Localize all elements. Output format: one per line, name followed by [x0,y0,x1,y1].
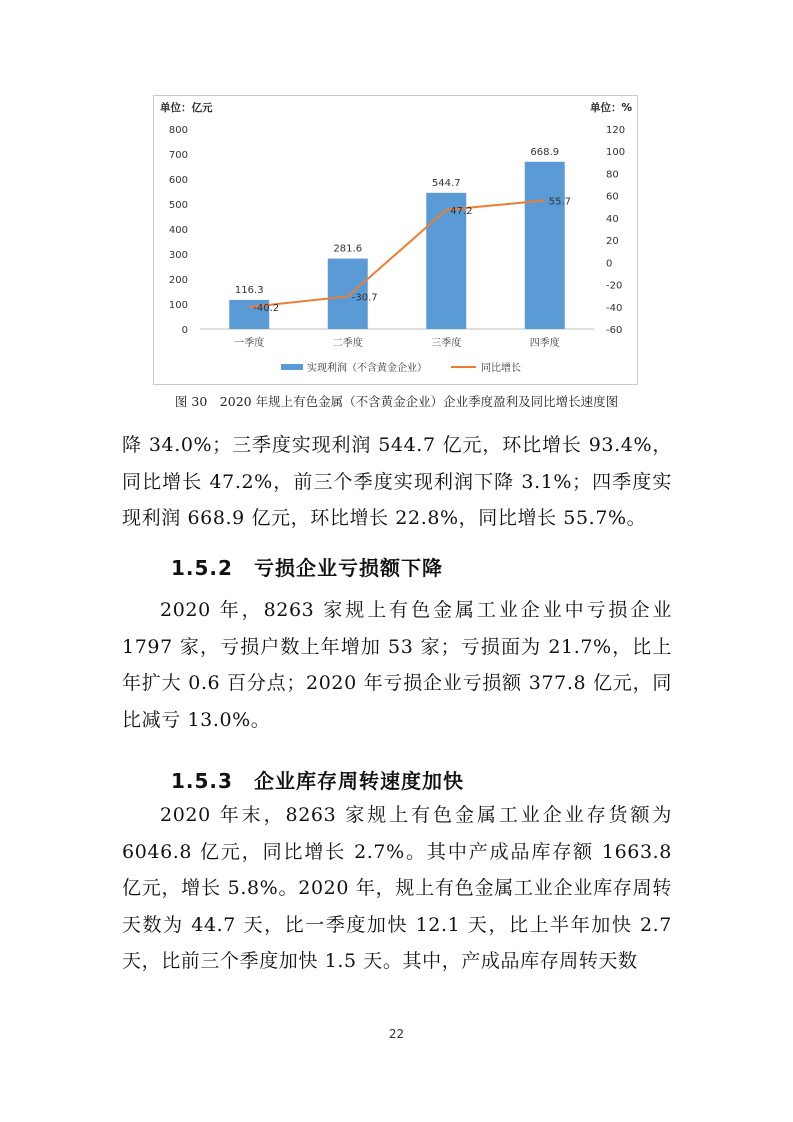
right-axis-tick-label: 20 [606,236,619,248]
left-axis-tick-label: 600 [168,175,188,186]
paragraph-text: 2020 年，8263 家规上有色金属工业企业中亏损企业1797 家，亏损户数上年增加 53 家；亏损面为 21.7%，比上年扩大 0.6 百分点；2020 年亏损企业亏损额 377.8 亿元，同比减亏 13.0%。 [122,599,672,731]
section-heading-1-5-3: 1.5.3 企业库存周转速度加快 [171,769,464,793]
legend-line-label: 同比增长 [481,363,521,374]
paragraph-loss-enterprises [122,592,672,738]
bar-value-label: 116.3 [234,284,264,296]
bar-value-label: 281.6 [333,243,363,255]
right-axis-tick-label: 100 [606,147,626,159]
line-value-label: -30.7 [351,292,378,304]
category-label: 四季度 [529,338,560,349]
right-axis-tick-label: 120 [606,125,626,136]
bar-value-label: 544.7 [431,177,461,189]
paragraph-profit-continuation [122,427,672,537]
section-heading-1-5-2: 1.5.2 亏损企业亏损额下降 [171,556,443,580]
right-axis-tick-label: -60 [606,325,623,336]
figure-caption: 图 30 2020 年规上有色金属（不含黄金企业）企业季度盈利及同比增长速度图 [174,394,619,409]
left-axis-tick-label: 200 [168,275,188,286]
category-label: 二季度 [332,338,363,349]
yoy-growth-line [249,200,545,307]
right-axis-tick-label: -40 [606,302,623,314]
right-axis-tick-label: 80 [606,169,619,181]
left-axis-tick-label: 500 [168,200,188,211]
left-axis-tick-label: 800 [168,125,188,136]
right-axis-tick-label: 60 [606,191,619,203]
page-number: 22 [388,1027,405,1041]
right-axis-tick-label: 40 [606,213,619,225]
paragraph-text: 降 34.0%；三季度实现利润 544.7 亿元，环比增长 93.4%，同比增长 47.2%，前三个季度实现利润下降 3.1%；四季度实现利润 668.9 亿元，环比增长 22.8%，同比增长 55.7%。 [122,434,672,530]
paragraph-text: 2020 年末，8263 家规上有色金属工业企业存货额为6046.8 亿元，同比增长 2.7%。其中产成品库存额 1663.8 亿元，增长 5.8%。2020 年，规上有色金属工业企业库存周转天数为 44.7 天，比一季度加快 12.1 天，比上半年加快 2.7天，比前三个季度加快 1.5 天。其中，产成品库存周转天数 [122,804,672,973]
bar-value-label: 668.9 [530,146,560,158]
profit-chart [153,95,638,385]
left-axis-tick-label: 700 [168,150,188,161]
line-value-label: 55.7 [548,196,572,208]
legend-bar-label: 实现利润（不含黄金企业） [307,363,427,374]
left-axis-tick-label: 100 [168,300,188,311]
left-axis-unit-label: 单位：亿元 [160,102,213,114]
line-value-label: -40.2 [253,303,280,314]
left-axis-tick-label: 300 [168,250,188,261]
left-axis-tick-label: 400 [168,225,188,236]
category-label: 三季度 [431,338,462,349]
bar-4 [525,162,565,329]
line-value-label: 47.2 [450,205,473,217]
legend-bar-swatch [281,364,303,370]
profit-chart-svg [154,96,639,386]
paragraph-inventory [122,797,672,980]
right-axis-tick-label: -20 [606,280,623,292]
right-axis-unit-label: 单位：% [589,102,632,114]
right-axis-tick-label: 0 [606,258,613,270]
left-axis-tick-label: 0 [181,325,188,336]
category-label: 一季度 [234,338,265,349]
